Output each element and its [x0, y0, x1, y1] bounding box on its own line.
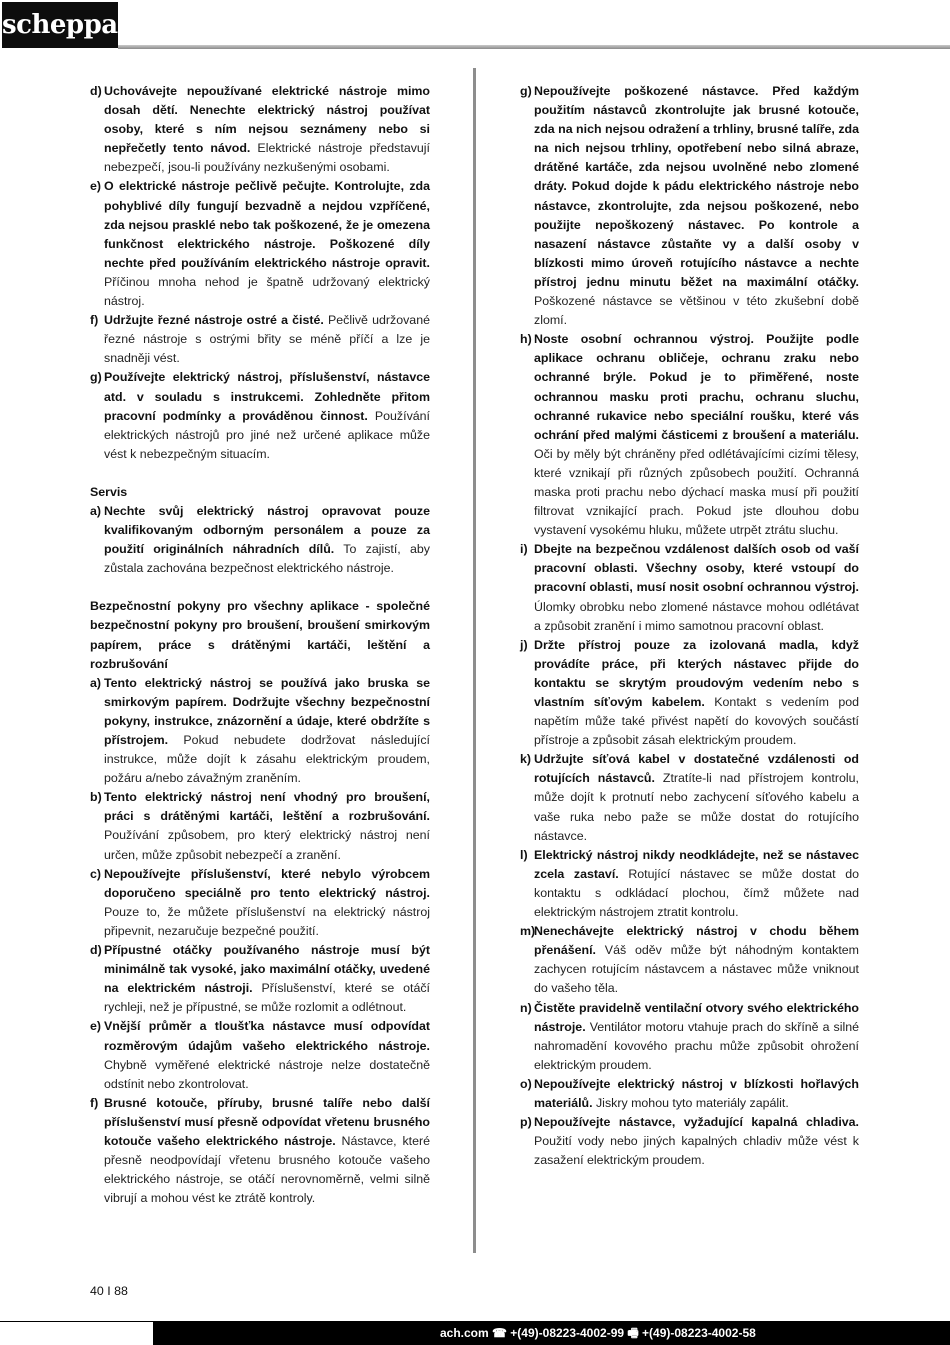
item-marker: g)	[520, 84, 532, 98]
item-bold-text: Brusné kotouče, příruby, brusné talíře nebo další příslušenství musí přesně odpovídat vřetenu brusného kotouče vašeho elektrického nástroje.	[104, 1095, 430, 1148]
item-plain-text: Používání elektrických nástrojů pro jiné než určené aplikace může vést k nebezpečným situacím.	[104, 408, 430, 461]
item-bold-text: Tento elektrický nástroj se používá jako bruska se smirkovým papírem. Dodržujte všechny bezpečnostní pokyny, instrukce, znázornění a údaje, které obdržíte s přístrojem.	[104, 675, 430, 747]
item-marker: j)	[520, 637, 528, 652]
item-marker: i)	[520, 542, 528, 557]
item-plain-text: Používání způsobem, pro který elektrický nástroj není určen, může způsobit nebezpečí a zranění.	[104, 828, 430, 862]
item-marker: c)	[90, 866, 102, 881]
list-item	[520, 1113, 859, 1170]
item-bold-text: Elektrický nástroj nikdy neodkládejte, než se nástavec zcela zastaví.	[534, 847, 859, 881]
servis-heading: Servis	[90, 484, 128, 499]
list-item	[90, 82, 430, 177]
item-bold-text: Tento elektrický nástroj není vhodný pro broušení, práci s drátěnými kartáči, leštění a rozbrušování.	[104, 790, 430, 824]
item-marker: a)	[90, 503, 102, 518]
list-item	[90, 674, 430, 789]
list-item	[90, 941, 430, 1017]
item-bold-text: Nepoužívejte elektrický nástroj v blízkosti hořlavých materiálů.	[534, 1076, 859, 1110]
item-bold-text: Nechte svůj elektrický nástroj opravovat pouze kvalifikovaným odborným personálem a pouze za použití originálních náhradních dílů.	[104, 503, 430, 557]
list-item	[90, 311, 430, 368]
list-item	[90, 865, 430, 941]
list-item	[520, 999, 859, 1075]
item-plain-text: Rotující nástavec se může dostat do kontaktu s odkládací plochou, čímž můžete nad elektrickým nástrojem ztratit kontrolu.	[534, 866, 859, 920]
item-marker: f)	[90, 1095, 99, 1110]
item-plain-text: Elektrické nástroje představují nebezpečí, jsou-li používány nezkušenými osobami.	[104, 141, 430, 175]
list-item	[520, 82, 859, 330]
item-bold-text: Uchovávejte nepoužívané elektrické nástroje mimo dosah dětí. Nenechte elektrický nástroj používat osoby, které s ním nejsou seznámeny nebo si nepřečetly tento návod.	[104, 84, 430, 156]
item-marker: n)	[520, 1000, 532, 1015]
list-item	[90, 502, 430, 578]
list-item	[520, 750, 859, 845]
item-bold-text: Přípustné otáčky používaného nástroje musí být minimálně tak vysoké, jako maximální otáčky, uvedené na elektrickém nástroji.	[104, 943, 430, 996]
item-marker: m)	[520, 924, 536, 939]
footer-contact: ach.com ☎ +(49)-08223-4002-99 🖷 +(49)-08223-4002-58	[440, 1326, 756, 1340]
item-marker: e)	[90, 1019, 102, 1034]
list-item	[90, 788, 430, 864]
item-marker: l)	[520, 847, 528, 862]
item-plain-text: Chybně vyměřené elektrické nástroje nelze dostatečně odstínit nebo zkontrolovat.	[104, 1057, 430, 1091]
header-rule	[118, 45, 950, 49]
page-header	[0, 0, 950, 50]
item-marker: g)	[90, 370, 102, 385]
item-bold-text: Používejte elektrický nástroj, příslušenství, nástavce atd. v souladu s instrukcemi. Zohledněte přitom pracovní podmínky a prováděnou činnost.	[104, 370, 430, 423]
right-items-list	[520, 82, 859, 1170]
list-item	[90, 368, 430, 463]
item-bold-text: Čistěte pravidelně ventilační otvory svého elektrického nástroje.	[534, 1000, 859, 1034]
list-item	[90, 1017, 430, 1093]
item-plain-text: Ventilátor motoru vtahuje prach do skříně a silné nahromadění kovového prachu může způsobit ohrožení elektrickým proudem.	[534, 1019, 859, 1072]
list-item	[520, 330, 859, 540]
servis-items-list	[90, 502, 430, 578]
item-marker: d)	[90, 84, 102, 98]
item-plain-text: Poškozené nástavce se většinou v této zkušební době zlomí.	[534, 294, 859, 328]
item-plain-text: Pečlivě udržované řezné nástroje s ostrými břity se méně příčí a lze je snadněji vést.	[104, 313, 430, 366]
item-plain-text: Příčinou mnoha nehod je špatně udržovaný elektrický nástroj.	[104, 274, 430, 309]
item-bold-text: Nepoužívejte poškozené nástavce. Před každým použitím nástavců zkontrolujte jak brusné kotouče, zda na nich nejsou odražení a trhliny, brusné talíře, zda na nich nejsou trhliny, opotřebení nebo silná abraze, drátěné kartáče, zda nejsou uvolněné nebo zlomené dráty. Pokud dojde k pádu elektrického nástroje nebo nástavce, zkontrolujte, zda nejsou poškozené, nebo použijte nepoškozený nástavec. Po kontrole a nasazení nástavce zůstaňte vy a další osoby v blízkosti mimo úroveň rotujícího nástavce a nechte přístroj jednu minutu běžet na maximální otáčky.	[534, 84, 859, 289]
safety-heading: Bezpečnostní pokyny pro všechny aplikace - společné bezpečnostní pokyny pro broušení, broušení smirkovým papírem, práce s drátěnými kartáči, leštění a rozbrušování	[90, 599, 430, 671]
item-plain-text: Ztratíte-li nad přístrojem kontrolu, může dojít k protnutí nebo zachycení síťového kabelu a vaše ruka nebo paže se může dostat do rotujícího nástavce.	[534, 771, 859, 843]
item-marker: h)	[520, 332, 532, 347]
item-plain-text: Kontakt s vedením pod napětím může také přivést napětí do kovových součástí přístroje a způsobit zásah elektrickým proudem.	[534, 695, 859, 748]
item-marker: k)	[520, 752, 532, 767]
list-item	[520, 636, 859, 751]
item-bold-text: Noste osobní ochrannou výstroj. Použijte podle aplikace ochranu obličeje, ochranu zraku nebo ochranné brýle. Pokud je to přiměřené, noste ochrannou masku proti prachu, ochranu sluchu, ochranné rukavice nebo speciální roušku, které vás ochrání před malými částicemi z broušení a materiálu.	[534, 332, 859, 442]
item-plain-text: Úlomky obrobku nebo zlomené nástavce mohou odlétávat a způsobit zranění i mimo samotnou pracovní oblast.	[534, 599, 859, 633]
item-marker: d)	[90, 943, 102, 958]
item-plain-text: To zajistí, aby zůstala zachována bezpečnost elektrického nástroje.	[104, 542, 431, 576]
item-marker: b)	[90, 790, 102, 805]
item-marker: f)	[90, 313, 99, 328]
item-marker: o)	[520, 1076, 532, 1091]
item-plain-text: Pokud nebudete dodržovat následující instrukce, může dojít k zásahu elektrickým proudem, požáru a/nebo závažným zraněním.	[104, 733, 430, 786]
list-item	[520, 922, 859, 998]
right-column	[520, 82, 859, 1170]
list-item	[520, 1075, 859, 1113]
item-bold-text: Udržujte řezné nástroje ostré a čisté.	[104, 313, 324, 328]
item-bold-text: Nepoužívejte příslušenství, které nebylo výrobcem doporučeno speciálně pro tento elektrický nástroj.	[104, 866, 430, 900]
item-plain-text: Příslušenství, které se otáčí rychleji, než je přípustné, se může rozlomit a odlétnout.	[104, 981, 430, 1015]
item-bold-text: Nenechávejte elektrický nástroj v chodu během přenášení.	[534, 924, 859, 958]
item-bold-text: O elektrické nástroje pečlivě pečujte. Kontrolujte, zda pohyblivé díly fungují bezvadně a nejdou vzpříčené, zda nejsou prasklé nebo tak poškozené, že je omezena funkčnost elektrického nástroje. Poškozené díly nechte před používáním elektrického nástroje opravit.	[104, 179, 430, 270]
item-plain-text: Pouze to, že můžete příslušenství na elektrický nástroj připevnit, nezaručuje bezpečné použití.	[104, 904, 430, 938]
footer-white-block	[0, 1321, 153, 1345]
item-marker: e)	[90, 179, 102, 194]
item-bold-text: Udržujte síťová kabel v dostatečné vzdálenosti od rotujících nástavců.	[534, 752, 859, 786]
item-bold-text: Vnější průměr a tloušťka nástavce musí odpovídat rozměrovým údajům vašeho elektrického nástroje.	[104, 1019, 430, 1053]
left-column	[90, 82, 430, 1208]
item-plain-text: Nástavce, které přesně neodpovídají vřetenu brusného kotouče vašeho elektrického nástroje, se otáčí nerovnoměrně, velmi silně vibrují a mohou vést ke ztrátě kontroly.	[104, 1133, 430, 1206]
item-plain-text: Použití vody nebo jiných kapalných chladiv může vést k zasažení elektrickým proudem.	[534, 1134, 859, 1168]
page-number: 40 I 88	[90, 1284, 128, 1298]
item-plain-text: Oči by měly být chráněny před odlétávajícími cizími tělesy, které vznikají při různých způsobech použití. Ochranná maska proti prachu nebo dýchací maska musí při použití filtrovat vznikající prach. Pokud jste dlouhou dobu vystavení vysokému hluku, můžete utrpět ztrátu sluchu.	[534, 446, 859, 538]
item-plain-text: Váš oděv může být náhodným kontaktem zachycen rotujícím nástavcem a nástavec může vniknout do vašeho těla.	[534, 943, 859, 996]
item-plain-text: Jiskry mohou tyto materiály zapálit.	[592, 1095, 789, 1110]
item-bold-text: Držte přístroj pouze za izolovaná madla, když provádíte práce, při kterých nástavec přijde do kontaktu se skrytým proudovým vedením nebo s vlastním síťovým kabelem.	[534, 637, 859, 709]
list-item	[90, 177, 430, 311]
scheppach-logo: scheppach	[2, 2, 118, 48]
general-items-list	[90, 82, 430, 464]
list-item	[520, 846, 859, 922]
safety-items-list	[90, 674, 430, 1209]
item-marker: p)	[520, 1115, 532, 1130]
item-bold-text: Nepoužívejte nástavce, vyžadující kapalná chladiva.	[534, 1115, 859, 1130]
list-item	[90, 1094, 430, 1209]
item-bold-text: Dbejte na bezpečnou vzdálenost dalších osob od vaší pracovní oblasti. Všechny osoby, které vstoupí do pracovní oblasti, musí nosit osobní ochrannou výstroj.	[534, 542, 859, 595]
list-item	[520, 540, 859, 635]
item-marker: a)	[90, 675, 102, 690]
column-divider	[473, 68, 476, 1253]
